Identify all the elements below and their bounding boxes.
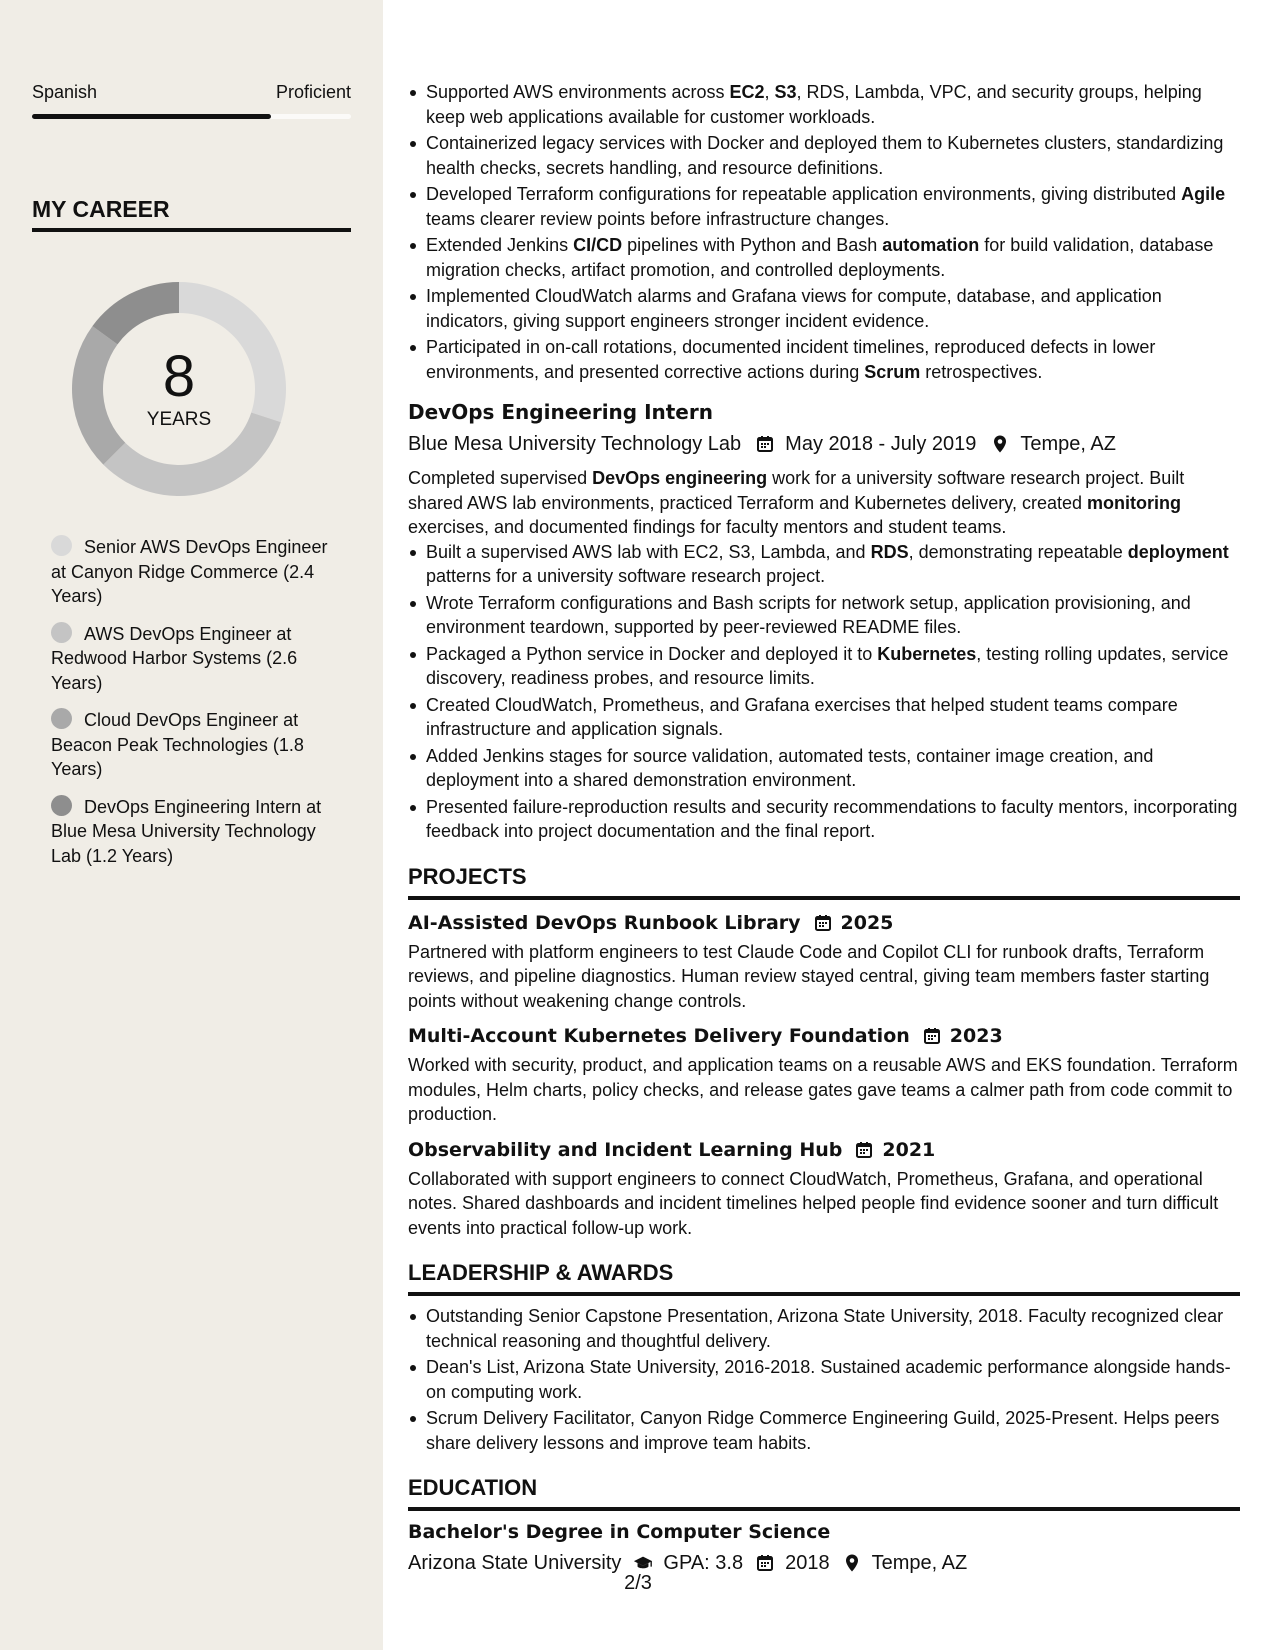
language-row [32, 82, 351, 103]
experience-bullet: Participated in on-call rotations, documented incident timelines, reproduced defects in lower environments, and presented corrective actions during Scrum retrospectives. [408, 335, 1240, 384]
role-title: DevOps Engineering Intern [408, 400, 713, 424]
experience-bullet: Created CloudWatch, Prometheus, and Grafana exercises that helped student teams compare infrastructure and application signals. [408, 693, 1240, 742]
education-school: Arizona State University [408, 1552, 622, 1574]
experience-bullet: Containerized legacy services with Docker and deployed them to Kubernetes clusters, standardizing health checks, secrets handling, and resource definitions. [408, 131, 1240, 180]
language-name: Spanish [32, 82, 98, 102]
role-summary: Completed supervised DevOps engineering work for a university software research project. Built shared AWS lab environments, practiced Terraform and Kubernetes delivery, created monitoring exercises, and documented findings for faculty mentors and student teams. [408, 468, 1185, 537]
project-year: 2021 [882, 1138, 936, 1161]
leadership-list [408, 1304, 1240, 1455]
bold-keyword: S3 [774, 82, 797, 102]
calendar-icon [755, 434, 775, 454]
leadership-heading: LEADERSHIP & AWARDS [408, 1258, 1240, 1296]
bold-keyword: RDS [870, 541, 909, 562]
project-title: AI-Assisted DevOps Runbook Library [408, 911, 801, 934]
role-dates: May 2018 - July 2019 [785, 433, 977, 455]
page-number: 2/3 [624, 1572, 652, 1594]
language-proficiency-bar [32, 114, 351, 119]
project-description: Worked with security, product, and application teams on a reusable AWS and EKS foundation. Terraform modules, Helm charts, policy checks, and release gates gave teams a calmer path from code commit to production. [408, 1055, 1238, 1124]
career-legend-item [51, 795, 341, 869]
career-legend-label: Senior AWS DevOps Engineer at Canyon Ridge Commerce (2.4 Years) [51, 537, 328, 606]
experience-bullet: Packaged a Python service in Docker and deployed it to Kubernetes, testing rolling updates, service discovery, readiness probes, and resource limits. [408, 642, 1240, 691]
project-title: Multi-Account Kubernetes Delivery Foundation [408, 1025, 910, 1047]
calendar-icon [813, 913, 833, 933]
education-meta [408, 1549, 1240, 1577]
experience-bullet: Developed Terraform configurations for repeatable application environments, giving distributed Agile teams clearer review points before infrastructure changes. [408, 182, 1240, 231]
main-content [408, 80, 1240, 1577]
career-years-label: YEARS [146, 409, 212, 430]
role-org: Blue Mesa University Technology Lab [408, 433, 742, 455]
project-year: 2023 [949, 1025, 1003, 1047]
project-description: Partnered with platform engineers to test Claude Code and Copilot CLI for runbook drafts, Terraform reviews, and pipeline diagnostics. Human review stayed central, giving team members faster starting points without weakening change controls. [408, 941, 1210, 1011]
projects-heading: PROJECTS [408, 862, 1240, 900]
bold-keyword: Scrum [864, 361, 921, 382]
award-item: Dean's List, Arizona State University, 2016-2018. Sustained academic performance alongside hands-on computing work. [408, 1355, 1240, 1404]
graduation-cap-icon [633, 1553, 653, 1573]
experience-bullet: Extended Jenkins CI/CD pipelines with Python and Bash automation for build validation, database migration checks, artifact promotion, and controlled deployments. [408, 233, 1240, 282]
role-meta [408, 430, 1240, 458]
award-item: Outstanding Senior Capstone Presentation, Arizona State University, 2018. Faculty recognized clear technical reasoning and thoughtful delivery. [408, 1304, 1240, 1353]
education-year: 2018 [785, 1552, 830, 1574]
legend-dot [51, 795, 72, 816]
career-legend-label: AWS DevOps Engineer at Redwood Harbor Systems (2.6 Years) [51, 623, 298, 693]
role-location: Tempe, AZ [1020, 433, 1116, 455]
bold-keyword: CI/CD [573, 235, 623, 255]
career-legend-label: Cloud DevOps Engineer at Beacon Peak Technologies (1.8 Years) [51, 710, 304, 779]
map-pin-icon [842, 1553, 862, 1573]
experience-bullet: Built a supervised AWS lab with EC2, S3, Lambda, and RDS, demonstrating repeatable deployment patterns for a university software research project. [408, 540, 1240, 589]
career-years-number: 8 [162, 344, 196, 409]
sidebar [0, 0, 383, 1650]
experience-bullet: Presented failure-reproduction results and security recommendations to faculty mentors, incorporating feedback into project documentation and the final report. [408, 795, 1240, 844]
career-legend-label: DevOps Engineering Intern at Blue Mesa University Technology Lab (1.2 Years) [51, 796, 322, 866]
bold-keyword: monitoring [1087, 492, 1181, 513]
calendar-icon [755, 1553, 775, 1573]
project-title-row [408, 1137, 1240, 1163]
experience-bullet: Wrote Terraform configurations and Bash scripts for network setup, application provisioning, and environment teardown, supported by peer-reviewed README files. [408, 591, 1240, 640]
language-level: Proficient [275, 82, 351, 102]
career-donut-center [64, 274, 294, 504]
legend-dot [51, 622, 72, 643]
language-proficiency-fill [32, 114, 271, 119]
career-legend-item [51, 708, 341, 782]
map-pin-icon [990, 434, 1010, 454]
project-year: 2025 [840, 911, 894, 934]
project-title-row [408, 910, 1240, 936]
career-legend-item [51, 535, 341, 609]
education-degree: Bachelor's Degree in Computer Science [408, 1521, 831, 1543]
legend-dot [51, 708, 72, 729]
projects-list [408, 910, 1240, 1241]
career-legend [51, 535, 341, 881]
experience-bullet: Added Jenkins stages for source validation, automated tests, container image creation, and deployment into a shared demonstration environment. [408, 744, 1240, 793]
education-location: Tempe, AZ [871, 1552, 968, 1574]
calendar-icon [854, 1140, 874, 1160]
calendar-icon [922, 1026, 942, 1046]
career-legend-item [51, 622, 341, 696]
bold-keyword: automation [882, 235, 980, 255]
legend-dot [51, 535, 72, 556]
award-item: Scrum Delivery Facilitator, Canyon Ridge Commerce Engineering Guild, 2025-Present. Helps peers share delivery lessons and improve team habits. [408, 1406, 1240, 1455]
bold-keyword: EC2 [729, 82, 765, 102]
education-gpa: GPA: 3.8 [663, 1552, 744, 1574]
project-description: Collaborated with support engineers to connect CloudWatch, Prometheus, Grafana, and operational notes. Shared dashboards and incident timelines helped people find evidence sooner and turn difficult events into practical follow-up work. [408, 1168, 1219, 1238]
career-heading: MY CAREER [32, 196, 351, 232]
project-title-row [408, 1023, 1240, 1049]
bold-keyword: Agile [1181, 184, 1226, 204]
bold-keyword: DevOps engineering [592, 468, 768, 488]
previous-role-bullets [408, 80, 1240, 384]
experience-bullet: Supported AWS environments across EC2, S3, RDS, Lambda, VPC, and security groups, helping keep web applications available for customer workloads. [408, 80, 1240, 129]
experience-bullet: Implemented CloudWatch alarms and Grafana views for compute, database, and application indicators, giving support engineers stronger incident evidence. [408, 284, 1240, 333]
bold-keyword: Kubernetes [877, 643, 977, 664]
role-bullets [408, 540, 1240, 844]
bold-keyword: deployment [1127, 541, 1229, 562]
education-heading: EDUCATION [408, 1473, 1240, 1511]
project-title: Observability and Incident Learning Hub [408, 1138, 843, 1161]
